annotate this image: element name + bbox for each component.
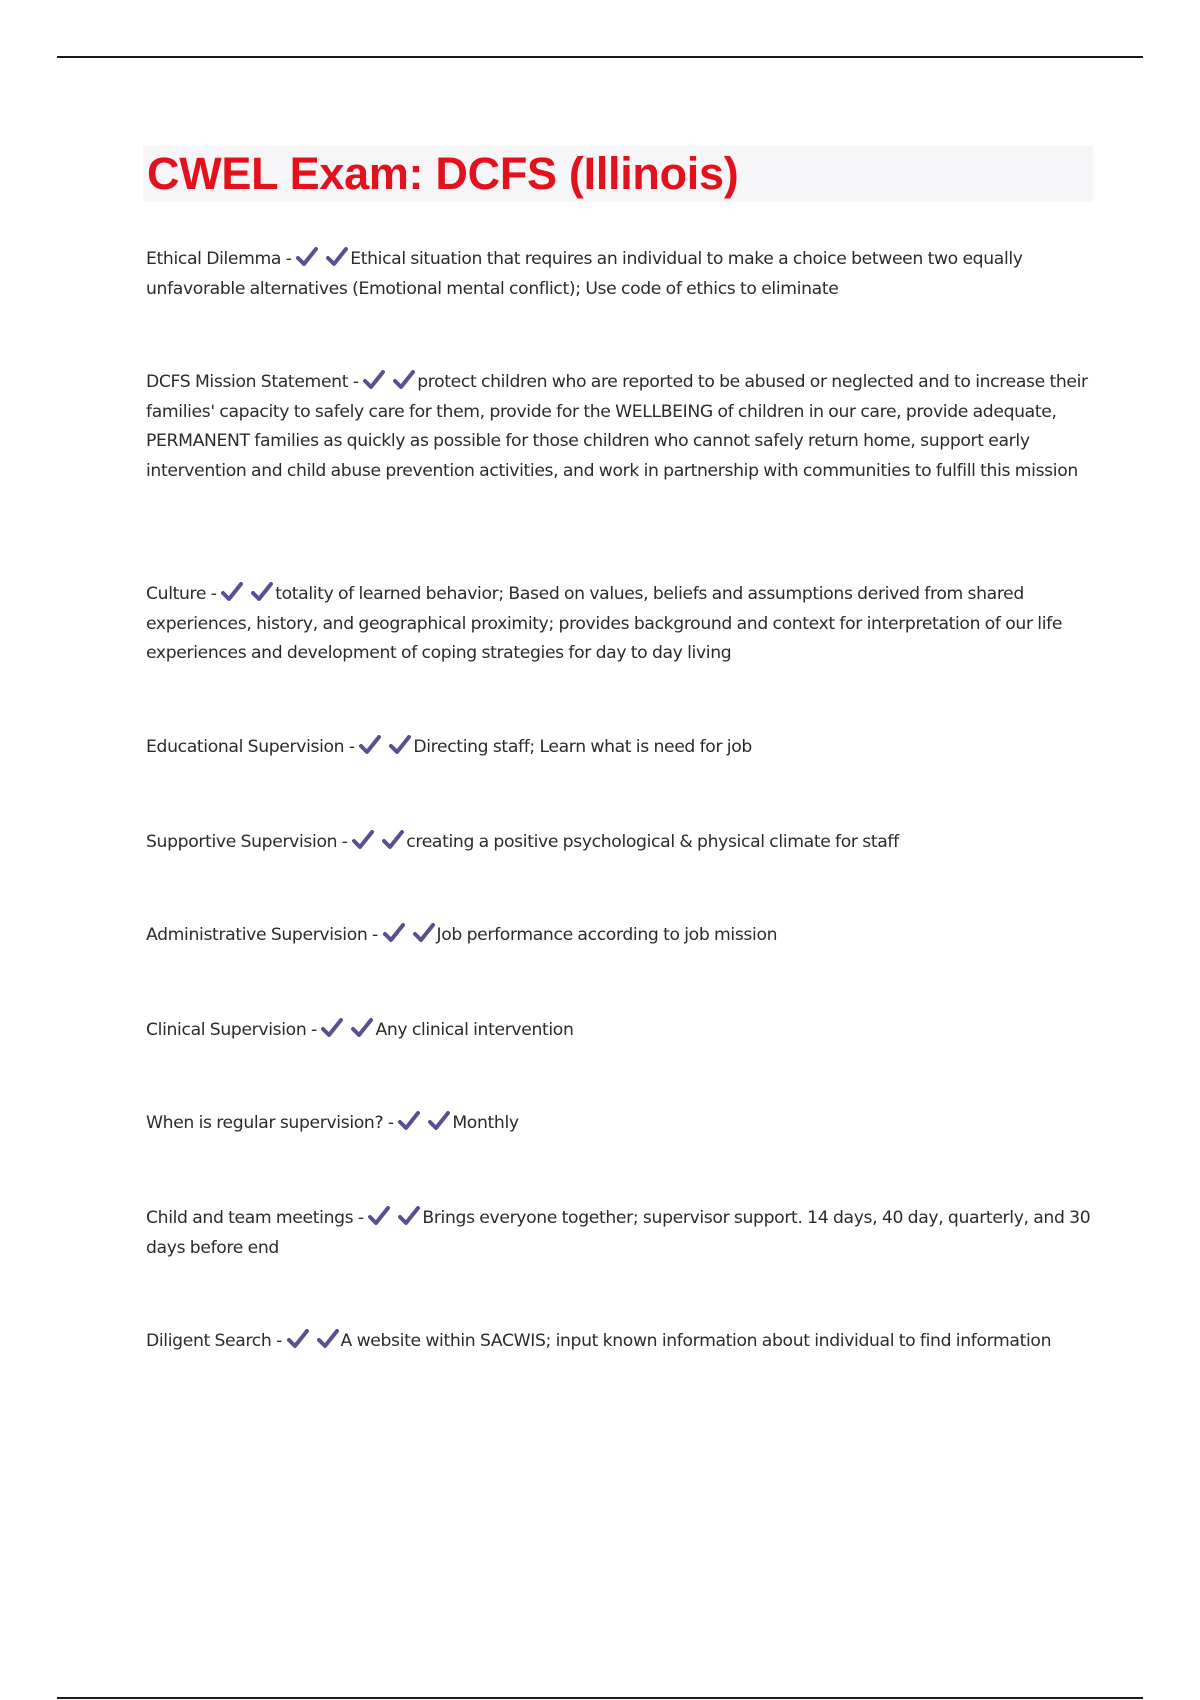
checkmark-icon [398, 1111, 420, 1131]
checkmark-icon [398, 1206, 420, 1226]
entry-definition: Directing staff; Learn what is need for job [413, 737, 752, 757]
flashcard-entry [146, 733, 1096, 763]
entry-term: Educational Supervision [146, 737, 345, 757]
flashcard-entry [146, 1109, 1096, 1139]
entry-separator: - [367, 925, 383, 945]
entry-definition: Ethical situation that requires an individual to make a choice between two equally unfavorable alternatives (Emotional mental conflict); Use code of ethics to eliminate [146, 249, 1023, 299]
checkmark-icon [251, 582, 273, 602]
entry-definition: protect children who are reported to be abused or neglected and to increase their families' capacity to safely care for them, provide for the WELLBEING of children in our care, provide adequate, PERMANENT families as quickly as possible for those children who cannot safely return home, support early intervention and child abuse prevention activities, and work in partnership with communities to fulfill this mission [146, 372, 1088, 481]
flashcard-entry [146, 580, 1096, 669]
entry-term: Diligent Search [146, 1331, 272, 1351]
entry-definition: A website within SACWIS; input known information about individual to find information [340, 1331, 1052, 1351]
checkmark-icon [389, 735, 411, 755]
entry-definition: Any clinical intervention [375, 1020, 574, 1040]
entry-separator: - [206, 584, 222, 604]
checkmark-icon [296, 247, 318, 267]
checkmark-icon [368, 1206, 390, 1226]
checkmark-icon [413, 923, 435, 943]
checkmark-icon [352, 830, 374, 850]
flashcard-entry [146, 245, 1096, 304]
flashcard-entry [146, 1327, 1096, 1357]
entry-definition: Job performance according to job mission [436, 925, 778, 945]
entry-separator: - [337, 832, 353, 852]
entry-term: DCFS Mission Statement [146, 372, 349, 392]
bottom-rule [57, 1697, 1143, 1699]
checkmark-icon [326, 247, 348, 267]
flashcard-entry [146, 828, 1096, 858]
entry-separator: - [383, 1113, 399, 1133]
checkmark-icon [287, 1329, 309, 1349]
top-rule [57, 56, 1143, 58]
checkmark-icon [382, 830, 404, 850]
flashcard-entry [146, 1204, 1096, 1263]
entry-separator: - [344, 737, 360, 757]
entry-definition: Brings everyone together; supervisor support. 14 days, 40 day, quarterly, and 30 days before end [146, 1208, 1091, 1258]
entry-term: When is regular supervision? [146, 1113, 384, 1133]
entry-term: Child and team meetings [146, 1208, 354, 1228]
entry-separator: - [306, 1020, 322, 1040]
checkmark-icon [351, 1018, 373, 1038]
checkmark-icon [359, 735, 381, 755]
flashcard-entry [146, 368, 1096, 486]
entry-separator: - [271, 1331, 287, 1351]
entry-separator: - [348, 372, 364, 392]
checkmark-icon [317, 1329, 339, 1349]
entry-definition: Monthly [452, 1113, 519, 1133]
checkmark-icon [428, 1111, 450, 1131]
flashcard-entry [146, 921, 1096, 951]
flashcard-entry [146, 1016, 1096, 1046]
entry-term: Clinical Supervision [146, 1020, 307, 1040]
entry-separator: - [281, 249, 297, 269]
entry-term: Ethical Dilemma [146, 249, 282, 269]
entry-term: Culture [146, 584, 207, 604]
entry-term: Administrative Supervision [146, 925, 368, 945]
checkmark-icon [321, 1018, 343, 1038]
entry-definition: creating a positive psychological & physical climate for staff [406, 832, 899, 852]
checkmark-icon [221, 582, 243, 602]
entry-definition: totality of learned behavior; Based on values, beliefs and assumptions derived from shared experiences, history, and geographical proximity; provides background and context for interpretation of our life experiences and development of coping strategies for day to day living [146, 584, 1063, 663]
entry-separator: - [353, 1208, 369, 1228]
checkmark-icon [393, 370, 415, 390]
checkmark-icon [363, 370, 385, 390]
page-title: CWEL Exam: DCFS (Illinois) [147, 148, 739, 199]
entry-term: Supportive Supervision [146, 832, 338, 852]
checkmark-icon [383, 923, 405, 943]
